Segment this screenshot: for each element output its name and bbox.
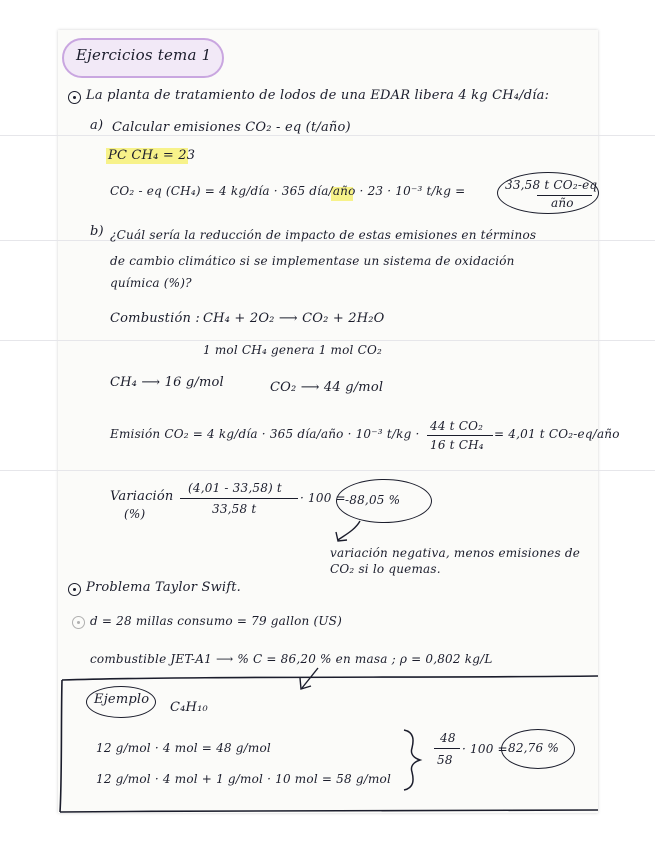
q1-a-text: Calcular emisiones CO₂ - eq (t/año) [112, 120, 351, 135]
result-a-num: 33,58 t CO₂-eq [505, 178, 598, 192]
q1-a-label: a) [90, 118, 104, 133]
combustion-equation: CH₄ + 2O₂ ⟶ CO₂ + 2H₂O [203, 311, 385, 326]
emision-frac-den: 16 t CH₄ [430, 438, 484, 452]
molar-mass-ch4: CH₄ ⟶ 16 g/mol [110, 375, 224, 390]
molar-mass-co2: CO₂ ⟶ 44 g/mol [270, 380, 384, 395]
q2-distance: d = 28 millas consumo = 79 gallon (US) [90, 614, 342, 628]
arrow-down-icon [338, 521, 360, 540]
q2-title: Problema Taylor Swift. [86, 580, 242, 595]
combustion-note: 1 mol CH₄ genera 1 mol CO₂ [203, 343, 383, 357]
example-frame [60, 676, 598, 812]
example-frac-num: 48 [440, 731, 456, 745]
emision-result: = 4,01 t CO₂-eq/año [494, 427, 620, 441]
pc-value: PC CH₄ = 23 [108, 148, 196, 163]
variation-result: -88,05 % [345, 493, 401, 507]
variation-unit: (%) [124, 507, 146, 521]
emision-frac-num: 44 t CO₂ [430, 419, 484, 433]
q2-fuel: combustible JET-A1 ⟶ % C = 86,20 % en masa ; ρ = 0,802 kg/L [90, 652, 493, 666]
example-result: 82,76 % [508, 741, 559, 755]
q1-intro: La planta de tratamiento de lodos de una EDAR libera 4 kg CH₄/día: [86, 88, 550, 103]
result-a-den: año [551, 196, 574, 210]
example-frac-den: 58 [437, 753, 453, 767]
curly-brace [404, 730, 420, 790]
example-mult: · 100 = [462, 742, 508, 756]
example-line2: 12 g/mol · 4 mol + 1 g/mol · 10 mol = 58 g/mol [96, 772, 391, 786]
combustion-label: Combustión : [110, 311, 200, 326]
emision-calc: Emisión CO₂ = 4 kg/día · 365 día/año · 10⁻³ t/kg · [110, 427, 420, 441]
variation-num: (4,01 - 33,58) t [188, 481, 282, 495]
variation-note2: CO₂ si lo quemas. [330, 562, 441, 576]
variation-label: Variación [110, 489, 174, 504]
q1-b-line2: de cambio climático si se implementase un sistema de oxidación [110, 254, 515, 268]
example-formula: C₄H₁₀ [170, 700, 208, 715]
variation-mult: · 100 = [300, 491, 346, 505]
variation-den: 33,58 t [212, 502, 257, 516]
q1-b-line1: ¿Cuál sería la reducción de impacto de estas emisiones en términos [110, 228, 537, 242]
calc-a: CO₂ - eq (CH₄) = 4 kg/día · 365 día/año · 23 · 10⁻³ t/kg = [110, 184, 466, 198]
example-line1: 12 g/mol · 4 mol = 48 g/mol [96, 741, 271, 755]
q1-b-label: b) [90, 224, 104, 239]
example-label: Ejemplo [94, 692, 150, 707]
variation-note1: variación negativa, menos emisiones de [330, 546, 581, 560]
q1-b-line3: química (%)? [110, 276, 192, 290]
page-title: Ejercicios tema 1 [76, 46, 212, 64]
